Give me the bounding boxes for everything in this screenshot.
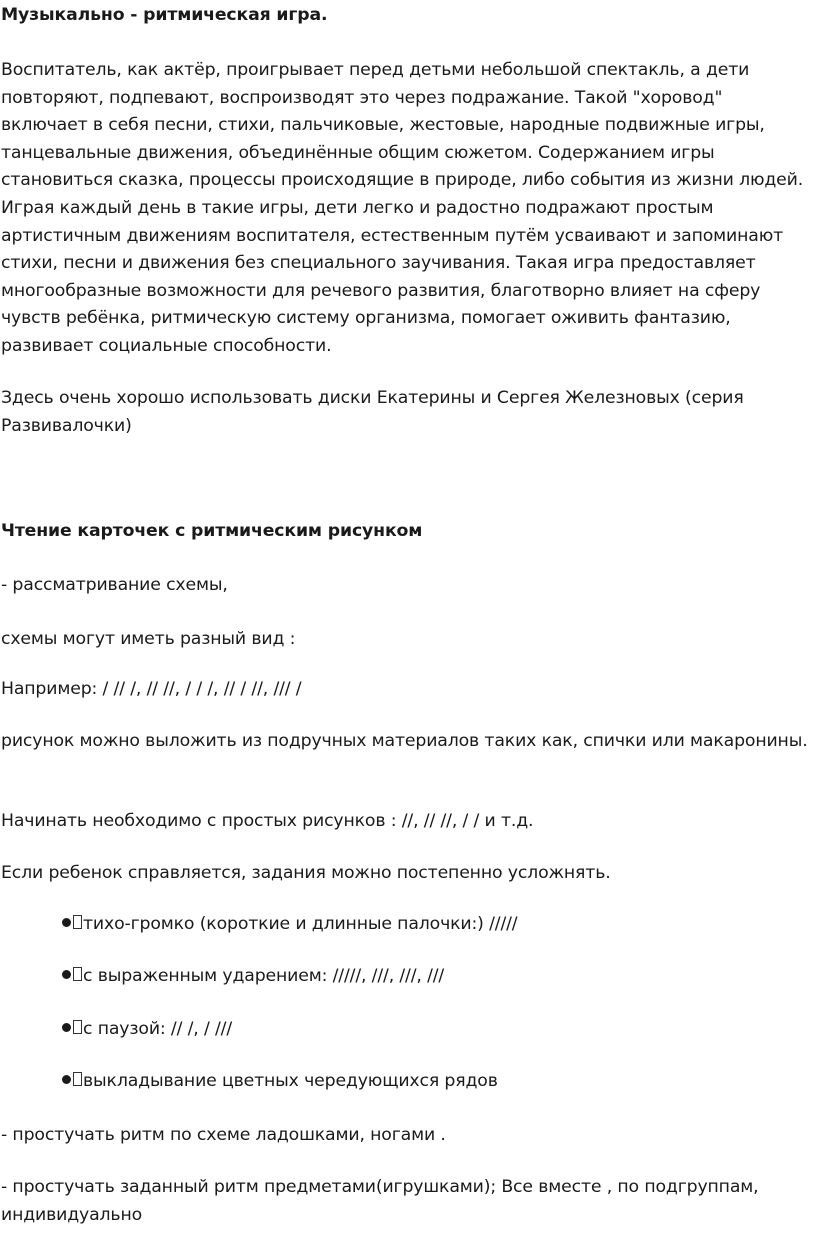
views-line: схемы могут иметь разный вид : bbox=[1, 629, 296, 649]
list-item-text: выкладывание цветных чередующихся рядов bbox=[83, 1071, 498, 1091]
tap-rhythm-line: - простучать ритм по схеме ладошками, ногами . bbox=[1, 1125, 446, 1145]
simple-patterns-line: Начинать необходимо с простых рисунков : //, // //, / / и т.д. bbox=[1, 811, 534, 831]
bullet-icon bbox=[62, 918, 71, 927]
recommendation-paragraph: Здесь очень хорошо использовать диски Екатерины и Сергея Железновых (серия Развивалочки) bbox=[1, 388, 744, 436]
missing-glyph-icon bbox=[73, 915, 82, 929]
list-item bbox=[62, 911, 812, 939]
intro-paragraph: Воспитатель, как актёр, проигрывает перед детьми небольшой спектакль, а дети повторяют, подпевают, воспроизводят это через подражание. Такой "хоровод" включает в себя песни, стихи, пальчиковые, жестовые, народные подвижные игры, танцевальные движения, объединённые общим сюжетом. Содержанием игры становиться сказка, процессы происходящие в природе, либо события из жизни людей. Играя каждый день в такие игры, дети легко и радостно подражают простым артистичным движениям воспитателя, естественным путём усваивают и запоминают стихи, песни и движения без специального заучивания. Такая игра предоставляет многообразные возможности для речевого развития, благотворно влияет на сферу чувств ребёнка, ритмическую систему организма, помогает оживить фантазию, развивает социальные способности. bbox=[1, 60, 804, 356]
list-item-text: с паузой: // /, / /// bbox=[83, 1019, 232, 1039]
example-line: Например: / // /, // //, / / /, // / //, /// / bbox=[1, 679, 302, 699]
missing-glyph-icon bbox=[73, 967, 82, 981]
list-item bbox=[62, 1016, 812, 1044]
list-item-text: с выраженным ударением: /////, ///, ///, /// bbox=[83, 966, 445, 986]
complexity-line: Если ребенок справляется, задания можно постепенно усложнять. bbox=[1, 863, 611, 883]
list-item-text: тихо-громко (короткие и длинные палочки:) ///// bbox=[83, 914, 518, 934]
list-item bbox=[62, 1068, 812, 1096]
bullet-icon bbox=[62, 1075, 71, 1084]
document-title: Музыкально - ритмическая игра. bbox=[1, 5, 328, 25]
bullet-icon bbox=[62, 1023, 71, 1032]
missing-glyph-icon bbox=[73, 1020, 82, 1034]
bullet-icon bbox=[62, 970, 71, 979]
objects-rhythm-paragraph: - простучать заданный ритм предметами(игрушками); Все вместе , по подгруппам, индивидуально bbox=[1, 1177, 759, 1225]
missing-glyph-icon bbox=[73, 1072, 82, 1086]
section-heading: Чтение карточек с ритмическим рисунком bbox=[1, 521, 423, 541]
list-item bbox=[62, 963, 812, 991]
scheme-line: - рассматривание схемы, bbox=[1, 575, 228, 595]
materials-paragraph: рисунок можно выложить из подручных материалов таких как, спички или макаронины. bbox=[1, 731, 808, 751]
